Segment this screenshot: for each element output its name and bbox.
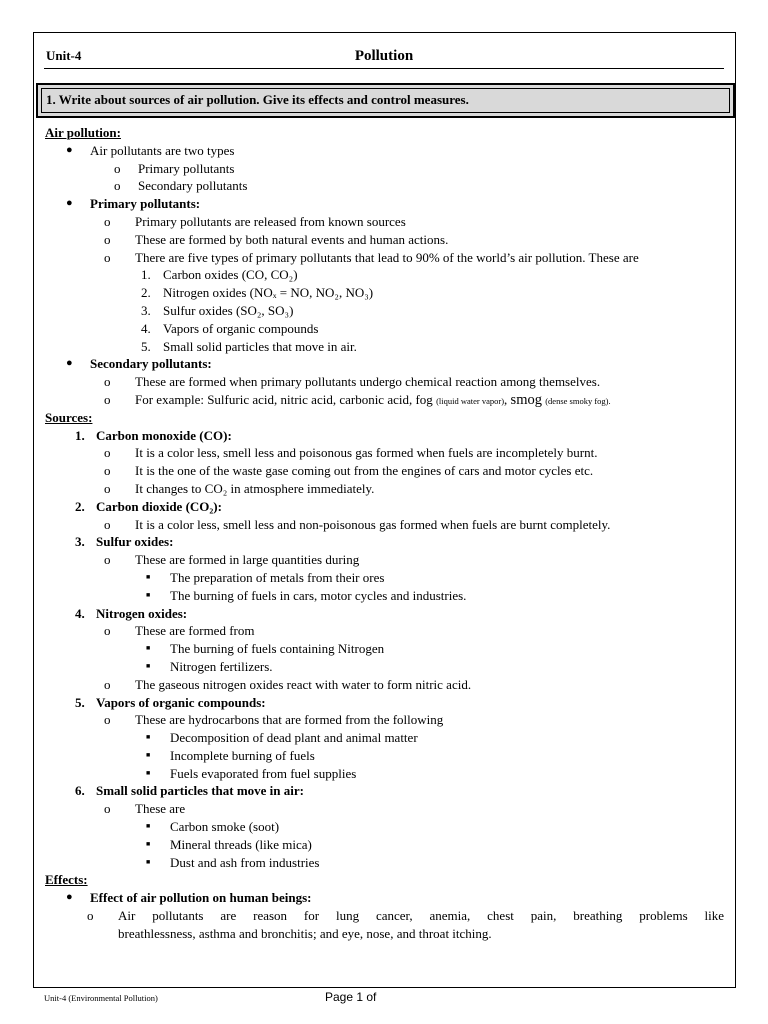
- list-item: These are formed from: [135, 623, 255, 639]
- list-item: Nitrogen oxides (NOₓ = NO, NO₂, NO₃): [163, 285, 374, 301]
- list-item: These are formed by both natural events and human actions.: [135, 231, 449, 247]
- source-heading: Carbon dioxide (CO₂):: [96, 498, 222, 514]
- square-bullet-icon: ■: [146, 768, 151, 777]
- circle-bullet-icon: o: [104, 213, 111, 229]
- primary-pollutants-heading: Primary pollutants:: [90, 196, 201, 212]
- circle-bullet-icon: o: [104, 712, 111, 728]
- list-item: It is a color less, smell less and poisonous gas formed when fuels are incompletely burnt.: [135, 445, 598, 461]
- page-title: Pollution: [354, 48, 414, 64]
- circle-bullet-icon: o: [104, 623, 111, 639]
- square-bullet-icon: ■: [146, 644, 151, 653]
- list-item: The burning of fuels containing Nitrogen: [170, 641, 385, 657]
- air-pollution-heading: Air pollution:: [45, 125, 121, 140]
- list-number: 2.: [75, 498, 85, 514]
- list-number: 6.: [75, 783, 85, 799]
- circle-bullet-icon: o: [104, 231, 111, 247]
- square-bullet-icon: ■: [146, 733, 151, 742]
- circle-bullet-icon: o: [104, 463, 111, 479]
- fog-note: (liquid water vapor): [436, 395, 505, 406]
- list-item: The gaseous nitrogen oxides react with water to form nitric acid.: [135, 676, 472, 692]
- list-item: Mineral threads (like mica): [170, 836, 312, 852]
- circle-bullet-icon: o: [104, 374, 111, 390]
- list-item: Dust and ash from industries: [170, 854, 320, 870]
- circle-bullet-icon: o: [114, 160, 121, 176]
- list-item: Sulfur oxides (SO₂, SO₃): [163, 302, 294, 318]
- list-number: 4.: [141, 320, 151, 336]
- sources-heading: Sources:: [45, 409, 93, 425]
- header-rule: [44, 68, 724, 69]
- question-text: 1. Write about sources of air pollution. Give its effects and control measures.: [46, 92, 469, 107]
- list-number: 1.: [141, 267, 151, 283]
- document-body: [0, 124, 768, 943]
- list-item: The preparation of metals from their ores: [170, 569, 385, 585]
- bullet-icon: ●: [66, 143, 73, 156]
- circle-bullet-icon: o: [104, 480, 111, 496]
- smog-word: smog: [510, 391, 542, 408]
- square-bullet-icon: ■: [146, 822, 151, 831]
- list-item: Carbon smoke (soot): [170, 819, 280, 835]
- list-item: These are formed in large quantities during: [135, 552, 360, 568]
- list-item: Secondary pollutants: [138, 178, 248, 194]
- list-number: 1.: [75, 427, 85, 443]
- list-number: 5.: [141, 338, 151, 354]
- square-bullet-icon: ■: [146, 750, 151, 759]
- list-item: Primary pollutants: [138, 160, 235, 176]
- list-number: 5.: [75, 694, 85, 710]
- paragraph-line: Air pollutants are reason for lung cancer, anemia, chest pain, breathing problems like: [118, 908, 724, 924]
- list-item: Vapors of organic compounds: [163, 320, 319, 336]
- circle-bullet-icon: o: [87, 908, 94, 924]
- effects-heading: Effects:: [45, 872, 88, 888]
- secondary-pollutants-heading: Secondary pollutants:: [90, 356, 212, 372]
- circle-bullet-icon: o: [104, 445, 111, 461]
- square-bullet-icon: ■: [146, 839, 151, 848]
- list-item: Incomplete burning of fuels: [170, 747, 315, 763]
- list-item: Primary pollutants are released from known sources: [135, 213, 406, 229]
- source-heading: Small solid particles that move in air:: [96, 783, 304, 799]
- circle-bullet-icon: o: [104, 249, 111, 265]
- list-item: Nitrogen fertilizers.: [170, 658, 273, 674]
- list-item: These are formed when primary pollutants undergo chemical reaction among themselves.: [135, 374, 601, 390]
- list-item: It changes to CO₂ in atmosphere immediately.: [135, 480, 375, 496]
- list-item: Fuels evaporated from fuel supplies: [170, 765, 357, 781]
- list-item: Air pollutants are two types: [90, 142, 235, 158]
- list-item: Carbon oxides (CO, CO₂): [163, 267, 298, 283]
- bullet-icon: ●: [66, 891, 73, 904]
- list-number: 4.: [75, 605, 85, 621]
- question-box: [36, 83, 735, 118]
- circle-bullet-icon: o: [104, 516, 111, 532]
- list-item: These are: [135, 801, 186, 817]
- smog-note: (dense smoky fog).: [545, 395, 611, 406]
- square-bullet-icon: ■: [146, 572, 151, 581]
- list-item: Decomposition of dead plant and animal matter: [170, 730, 418, 746]
- source-heading: Vapors of organic compounds:: [96, 694, 266, 710]
- source-heading: Nitrogen oxides:: [96, 605, 188, 621]
- square-bullet-icon: ■: [146, 661, 151, 670]
- paragraph-line: breathlessness, asthma and bronchitis; and eye, nose, and throat itching.: [118, 925, 492, 941]
- list-item: These are hydrocarbons that are formed from the following: [135, 712, 444, 728]
- bullet-icon: ●: [66, 197, 73, 210]
- bullet-icon: ●: [66, 357, 73, 370]
- list-item: For example: Sulfuric acid, nitric acid, carbonic acid, fog (liquid water vapor), smog (dense smoky fog).: [135, 391, 611, 408]
- circle-bullet-icon: o: [104, 801, 111, 817]
- unit-label: Unit-4: [46, 48, 82, 63]
- effect-heading: Effect of air pollution on human beings:: [90, 890, 312, 906]
- list-item: The burning of fuels in cars, motor cycles and industries.: [170, 587, 467, 603]
- list-item: It is the one of the waste gase coming out from the engines of cars and motor cycles etc.: [135, 463, 594, 479]
- circle-bullet-icon: o: [104, 391, 111, 407]
- circle-bullet-icon: o: [104, 552, 111, 568]
- list-item: It is a color less, smell less and non-poisonous gas formed when fuels are burnt completely.: [135, 516, 611, 532]
- footer-page-number: Page 1 of: [325, 990, 377, 1004]
- list-item: There are five types of primary pollutants that lead to 90% of the world’s air pollution. These are: [135, 249, 639, 265]
- footer-unit-label: Unit-4 (Environmental Pollution): [44, 993, 158, 1003]
- source-heading: Carbon monoxide (CO):: [96, 427, 232, 443]
- list-number: 3.: [75, 534, 85, 550]
- list-item: Small solid particles that move in air.: [163, 338, 357, 354]
- list-number: 2.: [141, 285, 151, 301]
- circle-bullet-icon: o: [114, 178, 121, 194]
- circle-bullet-icon: o: [104, 676, 111, 692]
- example-text: For example: Sulfuric acid, nitric acid, carbonic acid, fog: [135, 391, 433, 407]
- square-bullet-icon: ■: [146, 590, 151, 599]
- square-bullet-icon: ■: [146, 857, 151, 866]
- source-heading: Sulfur oxides:: [96, 534, 174, 550]
- list-number: 3.: [141, 302, 151, 318]
